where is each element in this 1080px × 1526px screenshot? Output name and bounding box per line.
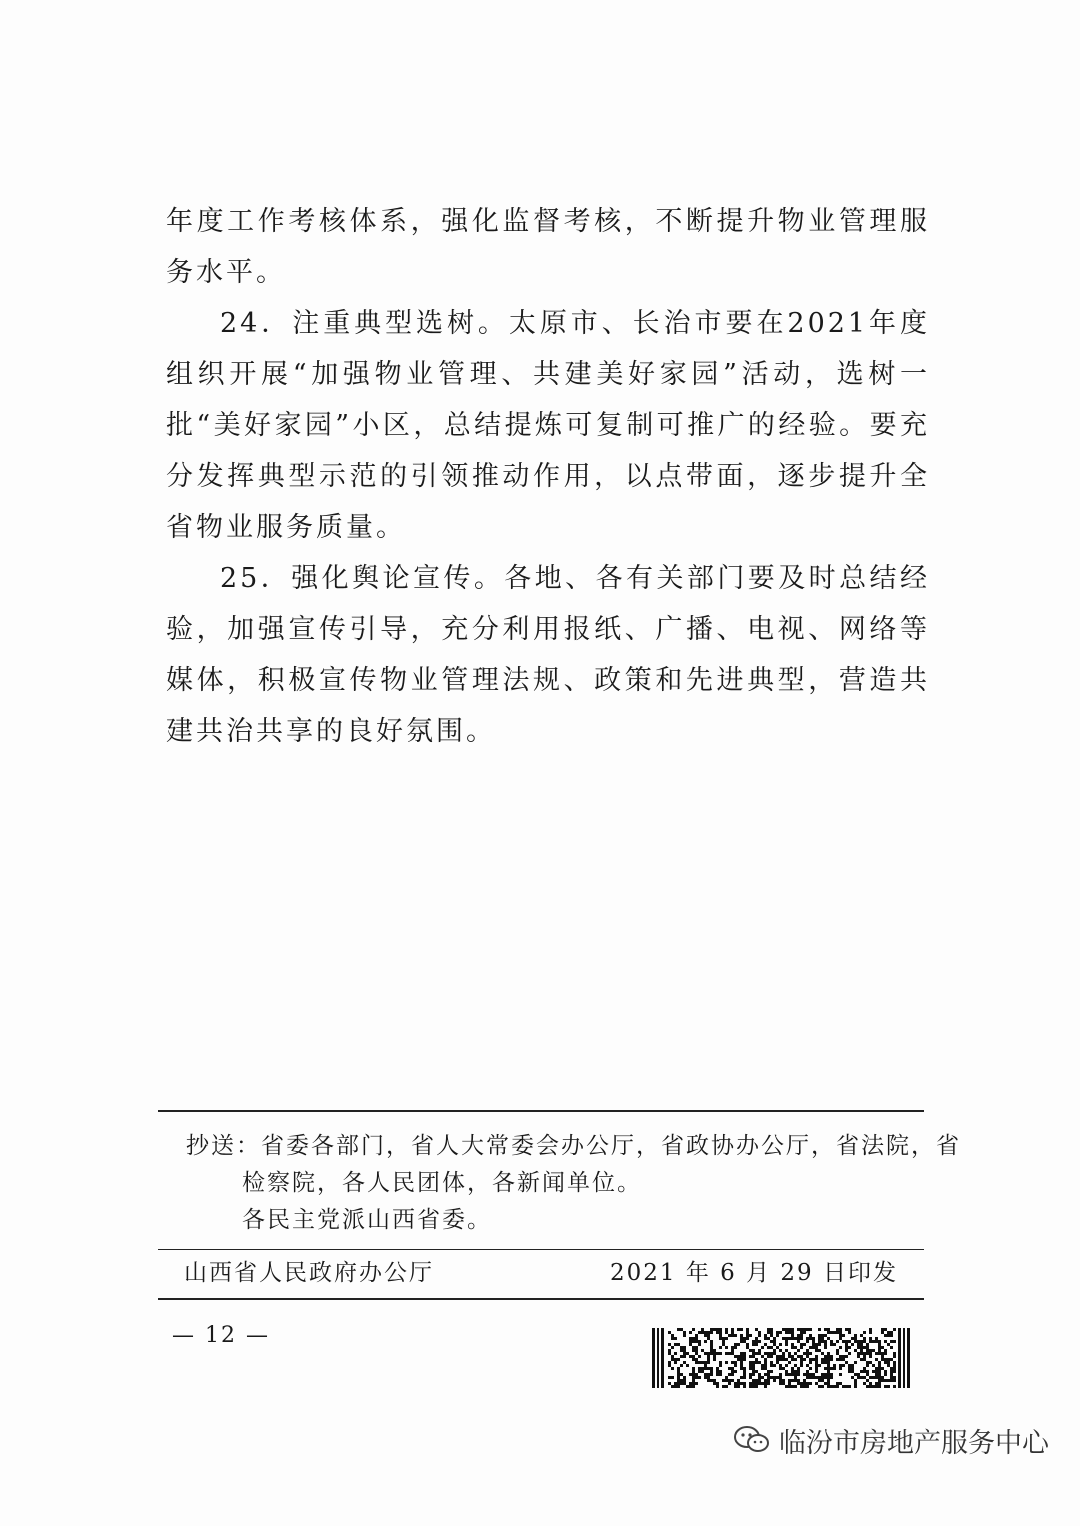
barcode-icon bbox=[652, 1328, 910, 1388]
watermark bbox=[733, 1418, 1049, 1462]
cc-line-3: 各民主党派山西省委。 bbox=[242, 1207, 492, 1233]
paragraph-continuation: 年度工作考核体系，强化监督考核，不断提升物业管理服务水平。 bbox=[166, 206, 930, 288]
paragraph-24: 24．注重典型选树。太原市、长治市要在2021年度组织开展“加强物业管理、共建美好家园”活动，选树一批“美好家园”小区，总结提炼可复制可推广的经验。要充分发挥典型示范的引领推动作用，以点带面，逐步提升全省物业服务质量。 bbox=[166, 308, 930, 543]
page-number: — 12 — bbox=[172, 1323, 270, 1348]
wechat-icon bbox=[733, 1424, 771, 1456]
paragraph-25: 25．强化舆论宣传。各地、各有关部门要及时总结经验，加强宣传引导，充分利用报纸、广播、电视、网络等媒体，积极宣传物业管理法规、政策和先进典型，营造共建共治共享的良好氛围。 bbox=[166, 563, 930, 747]
issuer-row bbox=[158, 1242, 924, 1300]
cc-label: 抄送： bbox=[186, 1133, 261, 1159]
issue-date: 2021 年 6 月 29 日印发 bbox=[610, 1260, 898, 1286]
document-body bbox=[166, 196, 930, 757]
cc-line-1: 省委各部门，省人大常委会办公厅，省政协办公厅，省法院，省 bbox=[261, 1133, 961, 1159]
cc-recipients bbox=[158, 1110, 961, 1250]
issuer: 山西省人民政府办公厅 bbox=[184, 1260, 434, 1286]
watermark-text: 临汾市房地产服务中心 bbox=[779, 1427, 1049, 1459]
cc-line-2: 检察院，各人民团体，各新闻单位。 bbox=[242, 1170, 642, 1196]
